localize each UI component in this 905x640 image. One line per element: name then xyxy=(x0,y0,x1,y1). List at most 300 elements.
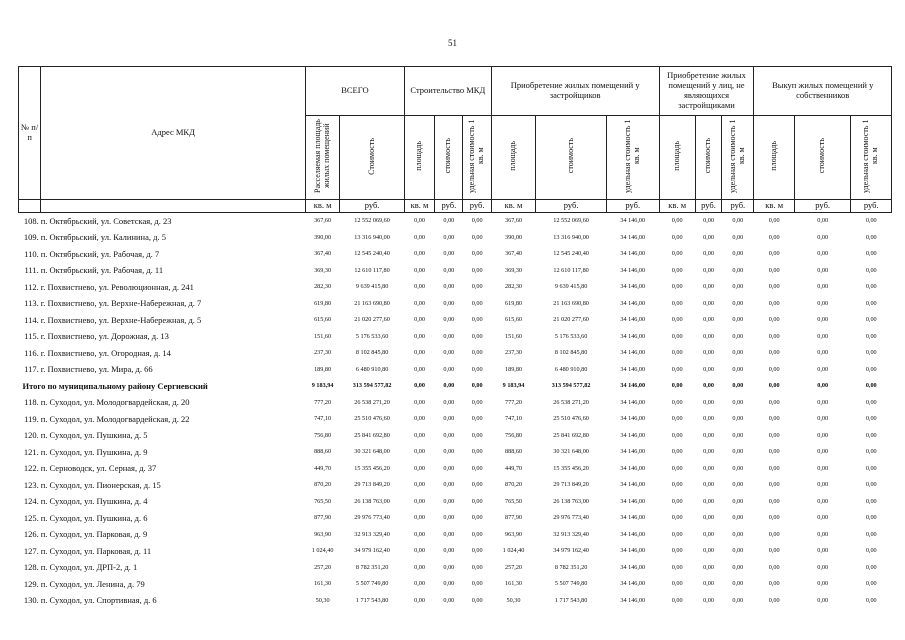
row-value: 5 507 749,80 xyxy=(355,580,389,588)
row-value: 0,00 xyxy=(414,250,425,258)
row-value: 29 976 773,40 xyxy=(354,514,390,522)
unit-label: руб. xyxy=(606,199,659,212)
row-value: 34 146,00 xyxy=(620,464,646,472)
row-value: 0,00 xyxy=(671,283,683,291)
row-value: 0,00 xyxy=(414,563,425,571)
row-value: 8 782 351,20 xyxy=(355,563,389,571)
row-value: 29 976 773,40 xyxy=(553,514,589,522)
row-value: 0,00 xyxy=(471,398,483,406)
row-value: 0,00 xyxy=(732,233,744,241)
row-value: 0,00 xyxy=(817,250,829,258)
row-value: 0,00 xyxy=(414,233,425,241)
row-value: 0,00 xyxy=(471,497,483,505)
row-value: 0,00 xyxy=(732,481,744,489)
row-value: 0,00 xyxy=(414,464,425,472)
row-value: 0,00 xyxy=(414,365,425,373)
row-value: 0,00 xyxy=(443,514,455,522)
row-number: 129. xyxy=(23,578,39,589)
row-value: 777,20 xyxy=(505,398,523,406)
header-address: Адрес МКД xyxy=(41,67,306,200)
row-value: 0,00 xyxy=(732,415,744,423)
row-value: 369,30 xyxy=(314,266,332,274)
row-value: 0,00 xyxy=(671,547,683,555)
header-units-spacer xyxy=(41,199,306,212)
row-number: 127. xyxy=(23,545,39,556)
housing-register-table xyxy=(18,66,892,609)
row-value: 0,00 xyxy=(703,563,714,571)
row-value: 0,00 xyxy=(703,299,714,307)
row-value: 0,00 xyxy=(414,283,425,291)
row-address: п. Суходол, ул. Пушкина, д. 6 xyxy=(40,512,148,523)
header-units-spacer xyxy=(19,199,41,212)
row-value: 0,00 xyxy=(414,481,425,489)
row-value: 615,60 xyxy=(505,316,523,324)
subheader-label: площадь xyxy=(768,141,778,171)
row-value: 0,00 xyxy=(471,283,483,291)
subheader-label: стоимость xyxy=(565,138,575,174)
row-value: 34 146,00 xyxy=(620,563,646,571)
row-value: 0,00 xyxy=(414,349,425,357)
row-value: 0,00 xyxy=(703,497,714,505)
unit-label: руб. xyxy=(536,199,607,212)
row-value: 870,20 xyxy=(505,481,523,489)
row-value: 237,30 xyxy=(505,349,523,357)
unit-label: кв. м xyxy=(754,199,794,212)
row-value: 0,00 xyxy=(817,415,829,423)
row-number: 109. xyxy=(23,232,39,243)
row-number: 120. xyxy=(23,430,39,441)
row-value: 0,00 xyxy=(471,596,483,604)
row-value: 0,00 xyxy=(703,431,714,439)
row-value: 0,00 xyxy=(443,530,455,538)
subheader-cell xyxy=(435,116,463,200)
row-number: 126. xyxy=(23,529,39,540)
row-address: п. Суходол, ул. ДРП-2, д. 1 xyxy=(40,562,138,573)
row-value: 0,00 xyxy=(732,547,744,555)
row-value: 34 146,00 xyxy=(620,332,646,340)
row-value: 0,00 xyxy=(443,415,455,423)
row-value: 0,00 xyxy=(768,283,780,291)
row-value: 0,00 xyxy=(471,382,483,390)
row-value: 8 782 351,20 xyxy=(554,563,588,571)
row-value: 0,00 xyxy=(671,349,683,357)
subheader-label: удельная стоимость 1 кв. м xyxy=(861,119,880,193)
row-number: 119. xyxy=(24,413,39,424)
row-value: 0,00 xyxy=(671,464,683,472)
table-row xyxy=(19,279,892,296)
row-value: 963,90 xyxy=(505,530,523,538)
row-value: 0,00 xyxy=(768,250,780,258)
row-value: 32 913 329,40 xyxy=(553,530,589,538)
row-value: 313 594 577,82 xyxy=(551,382,591,390)
row-value: 0,00 xyxy=(865,596,877,604)
row-value: 0,00 xyxy=(703,547,714,555)
table-row xyxy=(19,526,892,543)
row-value: 0,00 xyxy=(703,316,714,324)
row-value: 0,00 xyxy=(865,415,877,423)
row-value: 0,00 xyxy=(865,398,877,406)
row-value: 25 510 476,60 xyxy=(354,415,390,423)
row-value: 0,00 xyxy=(443,299,455,307)
table-row xyxy=(19,312,892,329)
row-value: 26 538 271,20 xyxy=(553,398,589,406)
row-address: п. Суходол, ул. Пушкина, д. 5 xyxy=(40,430,148,441)
row-value: 0,00 xyxy=(817,316,829,324)
row-value: 367,60 xyxy=(505,217,523,225)
row-value: 0,00 xyxy=(414,596,425,604)
row-address: г. Похвистнево, ул. Огородная, д. 14 xyxy=(40,347,171,358)
subheader-label: площадь xyxy=(671,141,681,171)
unit-label: кв. м xyxy=(404,199,434,212)
row-value: 367,40 xyxy=(505,250,523,258)
subheader-label: удельная стоимость 1 кв. м xyxy=(467,119,486,193)
row-number: 116. xyxy=(24,347,39,358)
table-row xyxy=(19,345,892,362)
row-value: 0,00 xyxy=(732,530,744,538)
table-row xyxy=(19,212,892,229)
row-value: 34 146,00 xyxy=(620,547,646,555)
row-value: 0,00 xyxy=(443,448,455,456)
row-value: 0,00 xyxy=(768,233,780,241)
row-value: 32 913 329,40 xyxy=(354,530,390,538)
row-value: 0,00 xyxy=(732,497,744,505)
table-row xyxy=(19,477,892,494)
subheader-label: стоимость xyxy=(703,138,713,174)
row-value: 151,60 xyxy=(505,332,523,340)
row-address: п. Октябрьский, ул. Советская, д. 23 xyxy=(40,215,172,226)
row-value: 12 545 240,40 xyxy=(354,250,390,258)
row-value: 0,00 xyxy=(865,530,877,538)
row-value: 777,20 xyxy=(314,398,332,406)
row-value: 257,20 xyxy=(314,563,332,571)
row-value: 747,10 xyxy=(505,415,523,423)
row-value: 0,00 xyxy=(443,349,455,357)
table-row xyxy=(19,427,892,444)
row-value: 0,00 xyxy=(768,382,780,390)
row-value: 30 321 648,00 xyxy=(553,448,589,456)
row-value: 12 552 069,60 xyxy=(354,217,390,225)
row-value: 0,00 xyxy=(471,349,483,357)
row-number: 114. xyxy=(24,314,39,325)
row-address: г. Похвистнево, ул. Мира, д. 66 xyxy=(40,364,153,375)
row-value: 0,00 xyxy=(703,233,714,241)
row-value: 0,00 xyxy=(732,382,744,390)
row-address: п. Суходол, ул. Парковая, д. 9 xyxy=(40,529,148,540)
row-number: 112. xyxy=(24,281,39,292)
row-value: 0,00 xyxy=(414,398,425,406)
row-value: 1 717 543,80 xyxy=(355,596,389,604)
row-value: 34 146,00 xyxy=(620,299,646,307)
row-value: 0,00 xyxy=(768,365,780,373)
row-value: 0,00 xyxy=(671,250,683,258)
row-value: 0,00 xyxy=(817,481,829,489)
row-value: 9 639 415,80 xyxy=(355,283,389,291)
row-value: 34 146,00 xyxy=(620,481,646,489)
row-address: г. Похвистнево, ул. Дорожная, д. 13 xyxy=(40,331,169,342)
row-value: 26 138 763,00 xyxy=(354,497,390,505)
row-value: 0,00 xyxy=(865,365,877,373)
row-value: 0,00 xyxy=(768,580,780,588)
row-value: 0,00 xyxy=(471,481,483,489)
row-value: 0,00 xyxy=(671,365,683,373)
row-value: 0,00 xyxy=(703,481,714,489)
row-value: 765,50 xyxy=(505,497,523,505)
row-address: п. Суходол, ул. Молодогвардейская, д. 20 xyxy=(40,397,190,408)
table-row xyxy=(19,229,892,246)
unit-label: кв. м xyxy=(659,199,695,212)
unit-label: руб. xyxy=(435,199,463,212)
row-number: 111. xyxy=(24,265,39,276)
row-value: 756,80 xyxy=(505,431,523,439)
row-value: 0,00 xyxy=(768,497,780,505)
row-value: 6 480 910,80 xyxy=(355,365,389,373)
row-value: 0,00 xyxy=(865,448,877,456)
row-value: 21 163 690,80 xyxy=(553,299,589,307)
row-number: 113. xyxy=(24,298,39,309)
row-value: 0,00 xyxy=(817,217,829,225)
row-value: 765,50 xyxy=(314,497,332,505)
row-address: п. Серноводск, ул. Серная, д. 37 xyxy=(40,463,157,474)
subheader-cell xyxy=(754,116,794,200)
row-value: 282,30 xyxy=(505,283,523,291)
row-value: 29 713 849,20 xyxy=(553,481,589,489)
row-value: 313 594 577,82 xyxy=(352,382,392,390)
table-row xyxy=(19,262,892,279)
row-value: 619,80 xyxy=(505,299,523,307)
row-value: 390,00 xyxy=(505,233,523,241)
row-value: 0,00 xyxy=(443,547,455,555)
unit-label: руб. xyxy=(340,199,405,212)
row-value: 0,00 xyxy=(703,250,714,258)
row-value: 0,00 xyxy=(865,250,877,258)
row-value: 449,70 xyxy=(314,464,332,472)
row-value: 0,00 xyxy=(865,283,877,291)
unit-label: кв. м xyxy=(491,199,535,212)
row-address: п. Суходол, ул. Парковая, д. 11 xyxy=(40,545,152,556)
row-value: 12 610 117,80 xyxy=(354,266,390,274)
row-value: 0,00 xyxy=(671,415,683,423)
row-value: 0,00 xyxy=(671,332,683,340)
row-value: 34 146,00 xyxy=(620,398,646,406)
subheader-cell xyxy=(794,116,851,200)
row-value: 0,00 xyxy=(865,481,877,489)
row-number: 117. xyxy=(24,364,39,375)
row-value: 9 639 415,80 xyxy=(554,283,588,291)
row-value: 0,00 xyxy=(817,299,829,307)
total-label: Итого по муниципальному району Сергиевский xyxy=(22,380,208,391)
row-address: п. Суходол, ул. Пушкина, д. 4 xyxy=(40,496,148,507)
row-address: п. Октябрьский, ул. Рабочая, д. 7 xyxy=(40,248,160,259)
row-value: 0,00 xyxy=(703,382,714,390)
subheader-label: стоимость xyxy=(817,138,827,174)
row-value: 0,00 xyxy=(865,266,877,274)
row-value: 0,00 xyxy=(703,332,714,340)
row-value: 0,00 xyxy=(414,580,425,588)
row-address: г. Похвистнево, ул. Верхне-Набережная, д. 7 xyxy=(40,298,202,309)
subheader-cell xyxy=(340,116,405,200)
row-value: 0,00 xyxy=(817,332,829,340)
row-value: 877,90 xyxy=(314,514,332,522)
row-value: 0,00 xyxy=(732,580,744,588)
row-value: 0,00 xyxy=(471,299,483,307)
row-value: 1 024,40 xyxy=(311,547,334,555)
unit-label: кв. м xyxy=(305,199,339,212)
row-value: 0,00 xyxy=(865,332,877,340)
row-value: 0,00 xyxy=(768,349,780,357)
row-value: 615,60 xyxy=(314,316,332,324)
row-value: 0,00 xyxy=(443,580,455,588)
row-number: 108. xyxy=(23,215,39,226)
row-value: 888,60 xyxy=(505,448,523,456)
row-value: 0,00 xyxy=(443,398,455,406)
row-value: 0,00 xyxy=(443,365,455,373)
row-number: 118. xyxy=(24,397,39,408)
row-value: 34 146,00 xyxy=(620,217,646,225)
subheader-cell xyxy=(722,116,754,200)
row-value: 15 355 456,20 xyxy=(553,464,589,472)
row-value: 0,00 xyxy=(671,431,683,439)
row-value: 0,00 xyxy=(414,266,425,274)
row-value: 0,00 xyxy=(443,431,455,439)
header-buyout-owners: Выкуп жилых помещений у собственников xyxy=(754,67,892,116)
row-value: 0,00 xyxy=(732,266,744,274)
header-purchase-non-developers: Приобретение жилых помещений у лиц, не являющихся застройщиками xyxy=(659,67,754,116)
row-value: 0,00 xyxy=(732,431,744,439)
row-value: 0,00 xyxy=(414,448,425,456)
row-value: 9 183,94 xyxy=(311,382,334,390)
subheader-cell xyxy=(491,116,535,200)
row-value: 282,30 xyxy=(314,283,332,291)
row-value: 870,20 xyxy=(314,481,332,489)
row-value: 0,00 xyxy=(817,464,829,472)
subheader-label: площадь xyxy=(508,141,518,171)
row-value: 0,00 xyxy=(414,217,425,225)
row-value: 12 552 069,60 xyxy=(553,217,589,225)
row-value: 0,00 xyxy=(471,563,483,571)
row-number: 122. xyxy=(23,463,39,474)
table-row xyxy=(19,411,892,428)
row-value: 0,00 xyxy=(768,332,780,340)
row-value: 0,00 xyxy=(732,448,744,456)
row-value: 0,00 xyxy=(471,514,483,522)
table-row xyxy=(19,576,892,593)
subheader-label: стоимость xyxy=(443,138,453,174)
row-value: 50,30 xyxy=(506,596,521,604)
table-row xyxy=(19,559,892,576)
header-construction: Строительство МКД xyxy=(404,67,491,116)
unit-label: руб. xyxy=(695,199,721,212)
row-value: 0,00 xyxy=(703,580,714,588)
row-value: 0,00 xyxy=(768,481,780,489)
subheader-label: площадь xyxy=(414,141,424,171)
row-value: 34 146,00 xyxy=(620,250,646,258)
row-value: 34 979 162,40 xyxy=(553,547,589,555)
row-value: 0,00 xyxy=(443,316,455,324)
row-value: 0,00 xyxy=(865,563,877,571)
row-value: 0,00 xyxy=(865,382,877,390)
row-number: 121. xyxy=(23,446,39,457)
row-value: 21 020 277,60 xyxy=(553,316,589,324)
unit-label: руб. xyxy=(794,199,851,212)
row-value: 0,00 xyxy=(768,398,780,406)
row-value: 0,00 xyxy=(414,431,425,439)
row-value: 0,00 xyxy=(671,497,683,505)
row-value: 0,00 xyxy=(817,365,829,373)
row-value: 5 507 749,80 xyxy=(554,580,588,588)
row-value: 0,00 xyxy=(443,250,455,258)
row-number: 130. xyxy=(23,595,39,606)
row-value: 34 146,00 xyxy=(620,530,646,538)
row-value: 1 024,40 xyxy=(502,547,525,555)
subheader-cell xyxy=(463,116,491,200)
row-value: 0,00 xyxy=(817,398,829,406)
row-value: 0,00 xyxy=(865,580,877,588)
row-value: 756,80 xyxy=(314,431,332,439)
row-value: 257,20 xyxy=(505,563,523,571)
row-address: п. Суходол, ул. Спортивная, д. 6 xyxy=(40,595,157,606)
row-value: 963,90 xyxy=(314,530,332,538)
row-value: 0,00 xyxy=(414,382,425,390)
table-row xyxy=(19,592,892,609)
row-value: 30 321 648,00 xyxy=(354,448,390,456)
row-value: 0,00 xyxy=(471,448,483,456)
subheader-cell xyxy=(606,116,659,200)
row-value: 8 102 845,80 xyxy=(554,349,588,357)
row-value: 0,00 xyxy=(732,563,744,571)
row-value: 0,00 xyxy=(471,464,483,472)
row-value: 0,00 xyxy=(817,514,829,522)
subheader-cell xyxy=(404,116,434,200)
row-value: 0,00 xyxy=(703,464,714,472)
row-value: 0,00 xyxy=(768,563,780,571)
row-value: 0,00 xyxy=(732,299,744,307)
row-address: п. Октябрьский, ул. Калинина, д. 5 xyxy=(40,232,166,243)
table-row xyxy=(19,543,892,560)
row-value: 0,00 xyxy=(703,514,714,522)
row-value: 0,00 xyxy=(671,233,683,241)
row-value: 0,00 xyxy=(443,596,455,604)
header-number: № п/п xyxy=(19,67,41,200)
row-value: 888,60 xyxy=(314,448,332,456)
row-value: 0,00 xyxy=(768,299,780,307)
row-value: 29 713 849,20 xyxy=(354,481,390,489)
row-value: 15 355 456,20 xyxy=(354,464,390,472)
row-value: 0,00 xyxy=(471,431,483,439)
row-value: 0,00 xyxy=(443,233,455,241)
row-value: 0,00 xyxy=(768,431,780,439)
unit-label: руб. xyxy=(851,199,892,212)
row-value: 449,70 xyxy=(505,464,523,472)
subheader-cell xyxy=(659,116,695,200)
row-value: 0,00 xyxy=(768,217,780,225)
page-number: 51 xyxy=(448,38,457,48)
row-value: 0,00 xyxy=(817,563,829,571)
row-value: 0,00 xyxy=(865,514,877,522)
row-value: 0,00 xyxy=(703,415,714,423)
row-value: 25 841 692,80 xyxy=(354,431,390,439)
row-value: 0,00 xyxy=(471,332,483,340)
row-address: п. Суходол, ул. Ленина, д. 79 xyxy=(40,578,145,589)
row-value: 0,00 xyxy=(471,580,483,588)
row-address: п. Суходол, ул. Пушкина, д. 9 xyxy=(40,446,148,457)
row-value: 12 610 117,80 xyxy=(553,266,589,274)
row-value: 9 183,94 xyxy=(502,382,525,390)
row-value: 0,00 xyxy=(414,547,425,555)
row-value: 34 146,00 xyxy=(620,431,646,439)
row-value: 34 146,00 xyxy=(620,233,646,241)
subheader-cell xyxy=(851,116,892,200)
row-value: 0,00 xyxy=(671,596,683,604)
